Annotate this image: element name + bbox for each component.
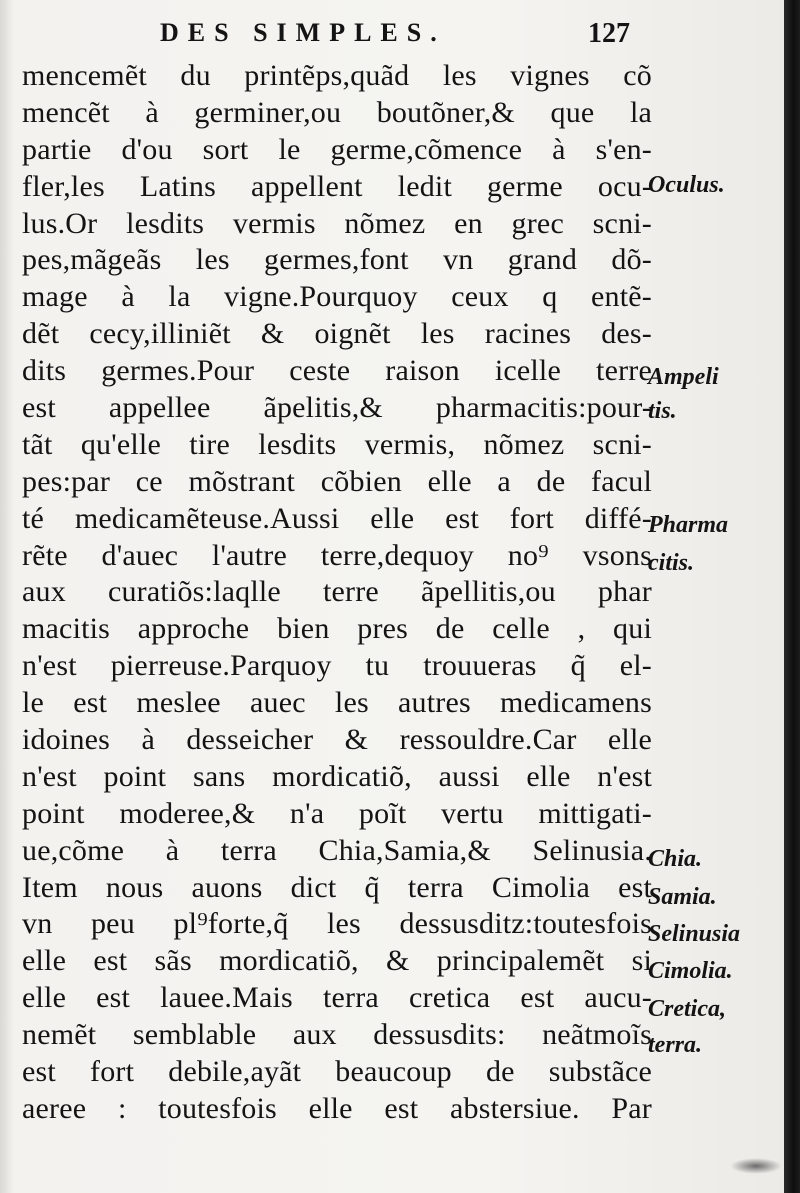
text-line: ue,cõme à terra Chia,Samia,& Selinusia. bbox=[22, 833, 652, 867]
margin-note-pharmacitis-1: Pharma bbox=[648, 512, 729, 538]
margin-note-ampelitis-2: tis. bbox=[648, 398, 677, 424]
text-line: aeree : toutesfois elle est abstersiue. Par bbox=[22, 1091, 652, 1125]
text-line: elle est sãs mordicatiõ, & principalemẽt si bbox=[22, 944, 652, 978]
text-line: mencẽt à germiner,ou boutõner,& que la bbox=[22, 95, 652, 129]
text-line: n'est point sans mordicatiõ, aussi elle n'est bbox=[22, 759, 652, 793]
text-line: rẽte d'auec l'autre terre,dequoy no⁹ vsons bbox=[22, 538, 652, 572]
text-line: tãt qu'elle tire lesdits vermis, nõmez scni- bbox=[22, 427, 652, 461]
text-line: aux curatiõs:laqlle terre ãpellitis,ou phar bbox=[22, 575, 652, 609]
text-line: est appellee ãpelitis,& pharmacitis:pour- bbox=[22, 391, 652, 425]
text-line: le est meslee auec les autres medicamens bbox=[22, 686, 652, 720]
margin-note-samia: Samia. bbox=[648, 884, 717, 910]
text-line: fler,les Latins appellent ledit germe ocu- bbox=[22, 169, 652, 203]
text-line: idoines à desseicher & ressouldre.Car elle bbox=[22, 723, 652, 757]
margin-note-cimolia: Cimolia. bbox=[648, 958, 733, 984]
margin-note-chia: Chia. bbox=[648, 846, 703, 872]
margin-note-oculus: Oculus. bbox=[648, 172, 725, 198]
text-line: est fort debile,ayãt beaucoup de substãce bbox=[22, 1055, 652, 1089]
text-line: pes,mãgeãs les germes,font vn grand dõ- bbox=[22, 243, 652, 277]
text-line: mencemẽt du printẽps,quãd les vignes cõ bbox=[22, 59, 652, 92]
margin-note-terra: terra. bbox=[648, 1032, 702, 1058]
ink-smudge bbox=[730, 1158, 782, 1174]
page-number: 127 bbox=[588, 18, 630, 49]
text-line: elle est lauee.Mais terra cretica est aucu- bbox=[22, 981, 652, 1015]
text-line: vn peu pl⁹forte,q̃ les dessusditz:toutesfois bbox=[22, 907, 652, 941]
text-line: partie d'ou sort le germe,cõmence à s'en- bbox=[22, 132, 652, 166]
margin-note-cretica: Cretica, bbox=[648, 996, 726, 1022]
text-line: macitis approche bien pres de celle , qui bbox=[22, 612, 652, 646]
text-line: nemẽt semblable aux dessusdits: neãtmoĩs bbox=[22, 1018, 652, 1052]
text-line: dits germes.Pour ceste raison icelle terre bbox=[22, 354, 652, 388]
text-line: mage à la vigne.Pourquoy ceux q entẽ- bbox=[22, 280, 652, 314]
margin-note-selinusia: Selinusia bbox=[648, 921, 741, 947]
running-title: DES SIMPLES. bbox=[160, 18, 446, 47]
text-line: n'est pierreuse.Parquoy tu trouueras q̃ el- bbox=[22, 649, 652, 683]
text-line: pes:par ce mõstrant cõbien elle a de facul bbox=[22, 464, 652, 498]
text-line: Item nous auons dict q̃ terra Cimolia est bbox=[22, 870, 652, 904]
text-line: té medicamẽteuse.Aussi elle est fort diffé- bbox=[22, 501, 652, 535]
text-line: lus.Or lesdits vermis nõmez en grec scni- bbox=[22, 206, 652, 240]
margin-note-ampelitis-1: Ampeli bbox=[648, 364, 719, 390]
text-line: dẽt cecy,illiniẽt & oignẽt les racines des- bbox=[22, 317, 652, 351]
margin-note-pharmacitis-2: citis. bbox=[648, 550, 694, 576]
text-line: point moderee,& n'a poĩt vertu mittigati- bbox=[22, 796, 652, 830]
